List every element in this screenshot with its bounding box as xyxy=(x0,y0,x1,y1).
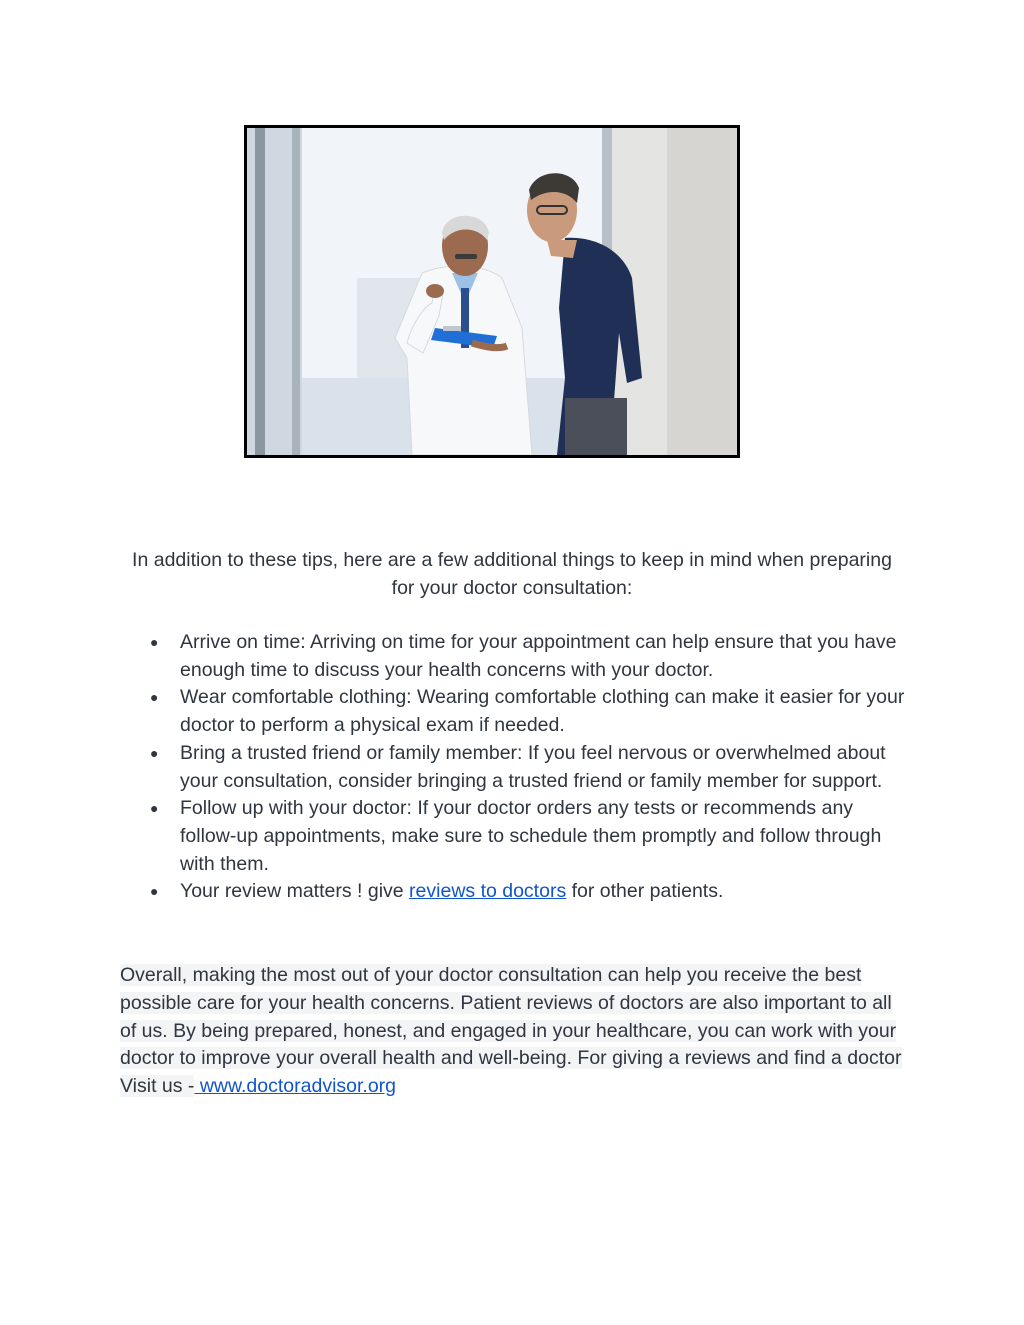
list-item xyxy=(150,740,905,795)
tip-text: Follow up with your doctor: If your doctor orders any tests or recommends any follow-up appointments, make sure to schedule them promptly and follow through with them. xyxy=(180,797,882,875)
list-item xyxy=(150,629,905,684)
bullet-icon: ● xyxy=(150,634,159,650)
doctor-consultation-photo xyxy=(244,125,740,458)
tip-text: Arrive on time: Arriving on time for your appointment can help ensure that you have enough time to discuss your health concerns with your doctor. xyxy=(180,631,897,681)
list-item xyxy=(150,684,905,739)
tip-text: Wear comfortable clothing: Wearing comfortable clothing can make it easier for your doctor to perform a physical exam if needed. xyxy=(180,686,905,737)
tip-text: Bring a trusted friend or family member: If you feel nervous or overwhelmed about your consultation, consider bringing a trusted friend or family member for support. xyxy=(180,741,886,792)
photo-illustration xyxy=(247,128,737,455)
bullet-icon: ● xyxy=(150,744,159,761)
bullet-icon: ● xyxy=(150,689,159,706)
bullet-icon: ● xyxy=(150,800,159,817)
tip-text-prefix: Your review matters ! give xyxy=(180,880,410,903)
list-item xyxy=(150,795,905,878)
bullet-icon: ● xyxy=(150,883,159,900)
intro-paragraph: In addition to these tips, here are a few additional things to keep in mind when preparing for your doctor consultation: xyxy=(132,549,892,599)
reviews-to-doctors-link[interactable]: reviews to doctors xyxy=(409,880,567,903)
list-item xyxy=(150,878,905,906)
doctoradvisor-link[interactable]: www.doctoradvisor.org xyxy=(194,1075,397,1098)
tip-text-suffix: for other patients. xyxy=(566,880,724,903)
tips-list xyxy=(150,629,905,906)
summary-paragraph xyxy=(120,962,904,1101)
summary-text: Overall, making the most out of your doctor consultation can help you receive the best possible care for your health concerns. Patient reviews of doctors are also important to all of us. By being prepared, honest, and engaged in your healthcare, you can work with your doctor to improve your overall health and well-being. For giving a reviews and find a doctor Visit us - xyxy=(120,964,902,1098)
